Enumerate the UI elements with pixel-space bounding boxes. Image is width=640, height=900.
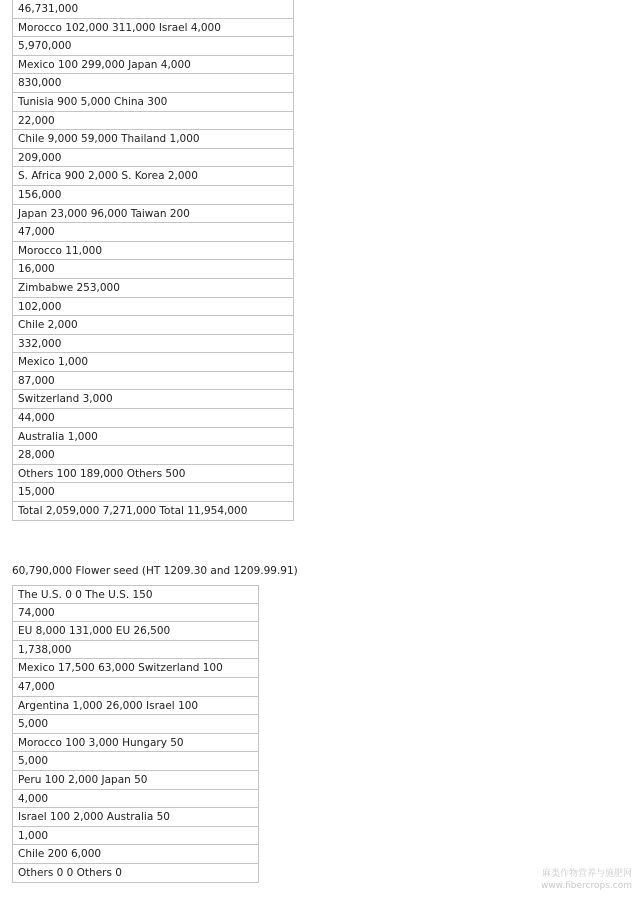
table-row: Peru 100 2,000 Japan 50 xyxy=(13,771,258,790)
table-row: Mexico 1,000 xyxy=(13,353,293,372)
table-row: Zimbabwe 253,000 xyxy=(13,279,293,298)
table-row: 1,738,000 xyxy=(13,641,258,660)
table-row: 1,000 xyxy=(13,827,258,846)
table-row: Morocco 11,000 xyxy=(13,242,293,261)
table-row: The U.S. 0 0 The U.S. 150 xyxy=(13,585,258,604)
table-row: 87,000 xyxy=(13,372,293,391)
table-row: 44,000 xyxy=(13,409,293,428)
table-row: Mexico 100 299,000 Japan 4,000 xyxy=(13,56,293,75)
table-row: 5,000 xyxy=(13,715,258,734)
table-row: 332,000 xyxy=(13,335,293,354)
table-row: S. Africa 900 2,000 S. Korea 2,000 xyxy=(13,167,293,186)
table-row: EU 8,000 131,000 EU 26,500 xyxy=(13,622,258,641)
table-row: Switzerland 3,000 xyxy=(13,390,293,409)
table-row: 74,000 xyxy=(13,604,258,623)
watermark-line-2: www.fibercrops.com xyxy=(541,881,632,891)
table-row: 209,000 xyxy=(13,149,293,168)
table-row: 5,970,000 xyxy=(13,37,293,56)
table-row: 47,000 xyxy=(13,223,293,242)
table-row: 46,731,000 xyxy=(13,0,293,19)
table-row: 28,000 xyxy=(13,446,293,465)
table-row: 15,000 xyxy=(13,483,293,502)
table-row: Argentina 1,000 26,000 Israel 100 xyxy=(13,697,258,716)
table-row: Morocco 100 3,000 Hungary 50 xyxy=(13,734,258,753)
table-row: Tunisia 900 5,000 China 300 xyxy=(13,93,293,112)
table-row: 16,000 xyxy=(13,260,293,279)
table-row: Others 0 0 Others 0 xyxy=(13,864,258,883)
watermark-line-1: 麻类作物营养与施肥网 xyxy=(541,869,632,879)
table-row: 102,000 xyxy=(13,298,293,317)
import-table-2 xyxy=(12,585,259,883)
table-row: Others 100 189,000 Others 500 xyxy=(13,465,293,484)
table-row: Japan 23,000 96,000 Taiwan 200 xyxy=(13,205,293,224)
table-row: Morocco 102,000 311,000 Israel 4,000 xyxy=(13,19,293,38)
table-row: Total 2,059,000 7,271,000 Total 11,954,000 xyxy=(13,502,293,521)
table-row: Australia 1,000 xyxy=(13,428,293,447)
table-row: 156,000 xyxy=(13,186,293,205)
table-row: 5,000 xyxy=(13,752,258,771)
table-row: Mexico 17,500 63,000 Switzerland 100 xyxy=(13,659,258,678)
table-row: Chile 200 6,000 xyxy=(13,845,258,864)
table-row: 47,000 xyxy=(13,678,258,697)
table-row: Chile 2,000 xyxy=(13,316,293,335)
import-table-1 xyxy=(12,0,294,521)
table-row: Israel 100 2,000 Australia 50 xyxy=(13,808,258,827)
flower-seed-heading: 60,790,000 Flower seed (HT 1209.30 and 1209.99.91) xyxy=(12,565,298,577)
table-row: Chile 9,000 59,000 Thailand 1,000 xyxy=(13,130,293,149)
site-watermark xyxy=(541,868,632,892)
table-row: 22,000 xyxy=(13,112,293,131)
table-row: 4,000 xyxy=(13,790,258,809)
table-row: 830,000 xyxy=(13,74,293,93)
